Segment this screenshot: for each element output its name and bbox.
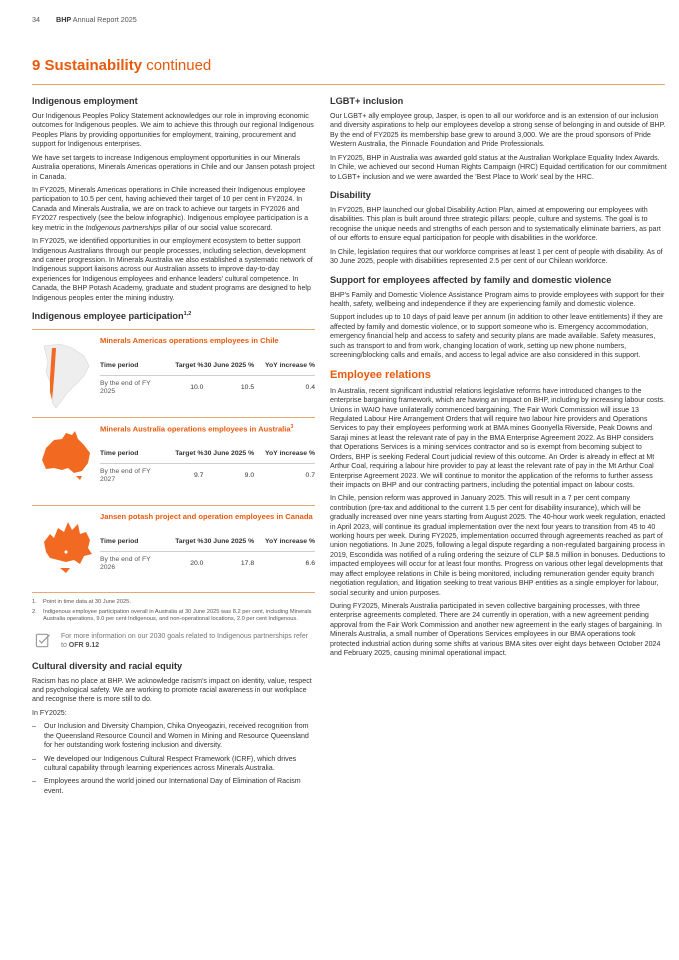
footnote: 1. Point in time data at 30 June 2025. — [32, 599, 131, 606]
section-title — [32, 57, 211, 74]
paragraph: In FY2025: — [32, 708, 67, 717]
paragraph: In FY2025, Minerals Americas operations in Chile increased their Indigenous employee participation to 10.5 per cent, having achieved their target of 10 per cent in FY2024. In Canada and Minerals Australia, we are on track to achieve our targets in FY2026 and FY2027 respectively (see the below infographic). Indigenous employee participation is a key metric in the Indigenous partnerships pillar of our social value scorecard. — [32, 185, 309, 232]
participation-table — [100, 360, 315, 400]
yoy-value: 0.7 — [305, 471, 315, 479]
pillar-name: Indigenous partnerships — [85, 223, 162, 232]
paragraph: In FY2025, BHP in Australia was awarded gold status at the Australian Workplace Equality Index Awards. In Chile, we achieved our second Human Rights Campaign (HRC) Equidad certification for our commitment to LGBT+ inclusion and we were awarded the 'Best Place to Work' seal by the HRC. — [330, 153, 667, 181]
yoy-value: 0.4 — [305, 383, 315, 391]
paragraph: Our Indigenous Peoples Policy Statement acknowledges our role in improving economic outcomes for Indigenous peoples. We aim to achieve this through our regional Indigenous Peoples Plans by providing opportunities for employment, training, procurement and support for Indigenous enterprises. — [32, 112, 314, 149]
doc-title: Annual Report 2025 — [72, 15, 137, 24]
participation-infographic — [32, 329, 315, 593]
list-item: – Our Inclusion and Diversity Champion, Chika Onyeogaziri, received recognition from the Queensland Resource Council and Women in Mining and Resource Queensland for her outstanding work fostering inclusion and diversity. — [32, 722, 315, 750]
ofr-reference-link[interactable]: OFR 9.12 — [68, 642, 100, 650]
indigenous-employment-heading: Indigenous employment — [32, 96, 138, 106]
paragraph: In Chile, legislation requires that our workforce comprises at least 1 per cent of people with disability. As of 30 June 2025, people with disabilities represented 2.5 per cent of our Chilean workforce. — [330, 247, 663, 266]
chile-map-icon — [32, 330, 100, 417]
paragraph: Support includes up to 10 days of paid leave per annum (in addition to other leave entitlements) if they are affected by family and domestic violence, or to support someone who is. Emergency accommodation, emergency financial help and access to safety and security plans are made available. Safety measures, such as transport to and from work, changing location of work, setting up new phone numbers, screening/blocking calls and emails, and access to legal advice are also considered in this support. — [330, 313, 663, 360]
block-title: Jansen potash project and operation employees in Canada — [100, 512, 313, 522]
disability-heading: Disability — [330, 189, 371, 200]
paragraph: In FY2025, we identified opportunities in our employment ecosystem to better support Indigenous Australians through our people processes, including selection, development and career progression. In Minerals Australia we also established a systematic network of Indigenous support liaisons across our Australian assets to improve day-to-day experiences for Indigenous employees and enhance leaders' cultural competence. In Canada, the BHP Potash Academy, graduate and student programs are designed to help Indigenous peoples enter the mining industry. — [32, 237, 313, 302]
column-header: 30 June 2025 % — [203, 448, 254, 463]
employee-relations-heading: Employee relations — [330, 368, 431, 381]
column-header: Time period — [100, 360, 167, 375]
column-header: 30 June 2025 % — [203, 536, 254, 551]
paragraph: During FY2025, Minerals Australia participated in seven collective bargaining processes, with three enterprise agreements completed. There are 24 currently in operation, with a new agreement pending approval from the Fair Work Commission and another new agreement in the early stages of bargaining. In Minerals Australia, a small number of Operations Services employees in our BMA operations took protected industrial action during some shifts at various BMA sites over eight days between October 2024 and February 2025, causing minimal operational impact. — [330, 602, 662, 658]
table-row — [100, 463, 315, 488]
yoy-value: 6.6 — [305, 559, 315, 567]
paragraph: In Australia, recent significant industrial relations legislative reforms have introduced changes to the enterprise bargaining framework, which are having an impact on BHP, including by increasing labour costs. Unions in WAIO have unilaterally commenced bargaining. The Fair Work Commission will issue 13 Regulated Labour Hire Arrangement Orders that will require two labour hire providers and Operations Services to pay their employees performing work at BMA mines Goonyella Riverside, Peak Downs and Saraji mines at least the relevant rate of pay in the BMA Enterprise Agreement 2022. As BHP considers that Operations Services is a mining services contractor and so is exempt from becoming subject to Orders, BHP is seeking Federal Court judicial review of this outcome. An Order is already in effect at Mt Arthur Coal, requiring a labour hire provider to pay at least the relevant rate of pay in the Mt Arthur Coal Enterprise Agreement 2023. We will continue to monitor the application of the reforms to further assess their impacts on BHP and our contracting partners, including the potential impact on labour costs. — [330, 386, 666, 489]
participation-block-chile — [32, 329, 315, 417]
section-divider — [32, 84, 665, 85]
footnote: 2. Indigenous employee participation overall in Australia at 30 June 2025 was 8.2 per cent, including Minerals Australia operations, 9.0 per cent Indigenous, and non-operational locations, 2.0 per cent Indigenous. — [32, 608, 312, 622]
cultural-heading: Cultural diversity and racial equity — [32, 660, 183, 671]
participation-heading: Indigenous employee participation$^{1,2}$ — [32, 311, 192, 322]
block-title: Minerals Australia operations employees in Australia$^3$ — [100, 424, 294, 434]
paragraph: BHP's Family and Domestic Violence Assistance Program aims to provide employees with support for their health, safety, wellbeing and independence if they are experiencing family and domestic violence. — [330, 290, 665, 308]
canada-map-icon — [32, 506, 100, 592]
column-header: YoY increase % — [254, 360, 315, 375]
australia-map-icon — [32, 418, 100, 505]
participation-block-australia — [32, 417, 315, 505]
column-header: YoY increase % — [254, 448, 315, 463]
left-column — [32, 96, 315, 800]
time-period: By the end of FY 2026 — [100, 555, 151, 572]
table-row — [100, 551, 315, 576]
target-value: 20.0 — [190, 559, 204, 567]
time-period: By the end of FY 2027 — [100, 467, 151, 484]
lgbt-heading: LGBT+ inclusion — [330, 96, 404, 106]
column-header: Target % — [167, 536, 204, 551]
participation-table — [100, 536, 315, 576]
paragraph: Racism has no place at BHP. We acknowledge racism's impact on identity, value, respect and psychological safety. We are working to promote racial awareness in our workplace and recognise there is more still to do. — [32, 676, 312, 704]
table-row — [100, 375, 315, 400]
family-violence-heading: Support for employees affected by family and domestic violence — [330, 274, 612, 285]
brand-name: BHP — [56, 15, 72, 24]
target-value: 9.7 — [193, 471, 204, 479]
column-header: Time period — [100, 448, 167, 463]
right-column — [330, 96, 667, 663]
time-period: By the end of FY 2025 — [100, 379, 151, 396]
paragraph: We have set targets to increase Indigenous employment opportunities in our Minerals Australia operations, Minerals Americas operations in Chile and our Jansen potash project in Canada. — [32, 153, 315, 181]
block-title: Minerals Americas operations employees in Chile — [100, 336, 279, 346]
more-info-callout — [32, 632, 315, 650]
column-header: Target % — [167, 360, 204, 375]
june-value: 10.5 — [240, 383, 255, 391]
paragraph: Our LGBT+ ally employee group, Jasper, is open to all our workforce and is an extension of our inclusion and diversity aspirations to help our employees develop a strong sense of belonging in and outside of BHP. By the end of FY2025 its membership base grew to around 3,000. We are the proud sponsors of Pride Western Australia, the Pinnacle Foundation and Pride Professionals. — [330, 112, 666, 149]
june-value: 17.8 — [240, 559, 255, 567]
paragraph: In FY2025, BHP launched our global Disability Action Plan, aimed at empowering our employees with disabilities. This plan is built around three strategic pillars: people, culture and systems. The goal is to recognise the unique needs and strengths of each person and to systematically eliminate barriers, as part of our efforts to ensure equal participation for people with disabilities in the workforce. — [330, 206, 661, 243]
list-item: – Employees around the world joined our International Day of Elimination of Racism event. — [32, 777, 315, 796]
paragraph: In Chile, pension reform was approved in January 2025. This will result in a 7 per cent company contribution (pre-tax and additional to the current 1.5 per cent for disability insurance), which will be gradually increased over nine years starting from August 2025. The 40-hour work week regulation, enacted in April 2023, will continue its gradual implementation over the next four years to transition from 45 to 40 working hours per week. During FY2025, implementation occurred through agreements reached as part of union negotiations. In June 2025, following a legal dispute regarding a non-regulated bargaining process in 2019, Escondida was notified of a ruling ordering the seizure of CLP $8.5 million in bonuses. Deductions to impacted employees will occur for at least four months. Progress on various other legal developments that may affect employee relations in Chile is being monitored, including remuneration gender equity branch negotiation regulation, and litigation seeking to treat various BHP entities as a single employer for labour, social security and union purposes. — [330, 494, 666, 597]
list-item: – We developed our Indigenous Cultural Respect Framework (ICRF), which drives cultural capability through learning experiences across Minerals Australia. — [32, 755, 315, 774]
target-value: 10.0 — [190, 383, 204, 391]
page-header — [32, 15, 137, 24]
june-value: 9.0 — [244, 471, 255, 479]
column-header: 30 June 2025 % — [203, 360, 254, 375]
section-continued: continued — [146, 57, 212, 74]
column-header: YoY increase % — [254, 536, 315, 551]
column-header: Target % — [167, 448, 204, 463]
column-header: Time period — [100, 536, 167, 551]
participation-block-canada — [32, 505, 315, 593]
section-title-text: 9 Sustainability — [32, 57, 143, 74]
footnotes — [32, 599, 315, 623]
document-check-icon — [35, 632, 52, 649]
more-info-text: For more information on our 2030 goals related to Indigenous partnerships refer to OFR 9.12 — [61, 633, 309, 650]
cultural-bullet-list — [32, 722, 315, 796]
participation-table — [100, 448, 315, 488]
page-number: 34 — [32, 15, 40, 24]
